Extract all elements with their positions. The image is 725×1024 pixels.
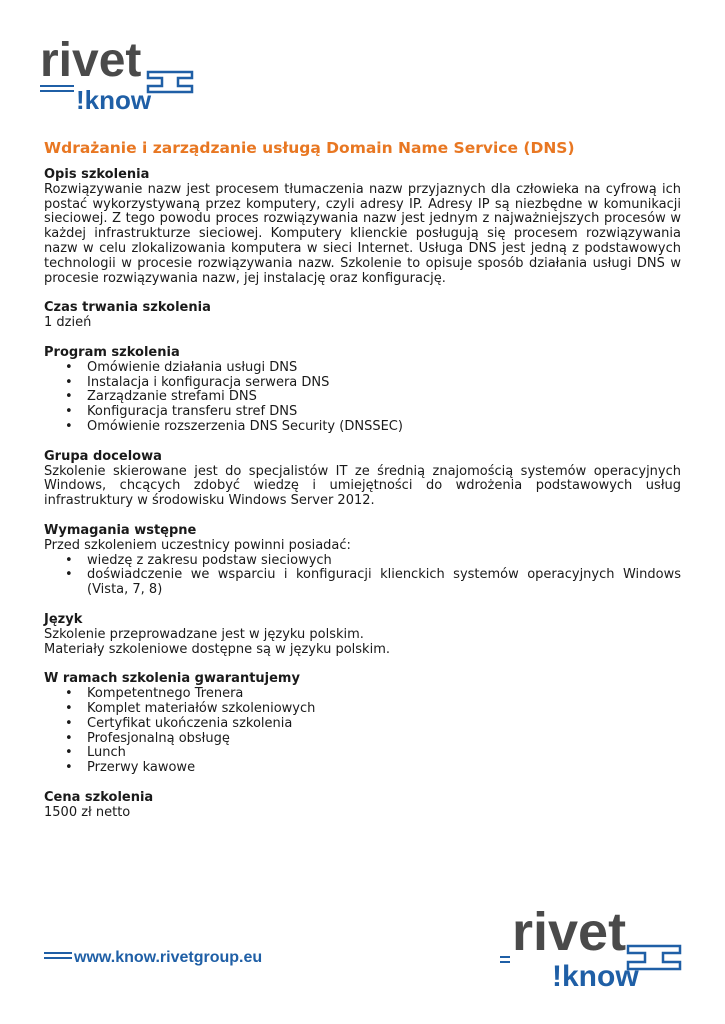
rivet-know-logo xyxy=(40,38,195,116)
section-jezyk xyxy=(44,613,681,657)
list-item: • Instalacja i konfiguracja serwera DNS xyxy=(87,376,681,391)
logo-word-rivet: rivet xyxy=(512,906,627,962)
section-text: Szkolenie skierowane jest do specjalistów IT ze średnią znajomością systemów operacyjnych Windows, chcących zdobyć wiedzę i umiejętności do wdrożenia podstawowych usług infrastruktury w środowisku Windows Server 2012. xyxy=(44,463,681,509)
list-item: • Komplet materiałów szkoleniowych xyxy=(87,702,681,717)
section-czas xyxy=(44,301,681,331)
document-body xyxy=(44,168,681,835)
section-gwarancje xyxy=(44,672,681,776)
list-item: • Lunch xyxy=(87,746,681,761)
program-list xyxy=(44,361,681,435)
section-text: Rozwiązywanie nazw jest procesem tłumaczenia nazw przyjaznych dla człowieka na cyfrową ich postać wykorzystywaną przez komputery, czyli adresy IP. Adresy IP są niezbędne w komunikacji sieciowej. Z tego powodu proces rozwiązywania nazw jest jednym z najważniejszych procesów w każdej infrastrukturze sieciowej. Komputery klienckie posługują się procesem rozwiązywania nazw w celu zlokalizowania komputera w sieci Internet. Usługa DNS jest jedną z podstawowych technologii w procesie rozwiązywania nazw. Szkolenie to opisuje sposób działania usługi DNS w procesie rozwiązywania nazw, jej instalację oraz konfigurację. xyxy=(44,181,681,286)
list-item: • Zarządzanie strefami DNS xyxy=(87,390,681,405)
section-grupa xyxy=(44,450,681,509)
section-heading: Grupa docelowa xyxy=(44,448,162,464)
section-text: Szkolenie przeprowadzane jest w języku polskim. xyxy=(44,626,364,642)
section-wymagania xyxy=(44,524,681,598)
guarantees-list xyxy=(44,687,681,776)
list-item: • Kompetentnego Trenera xyxy=(87,687,681,702)
page-title: Wdrażanie i zarządzanie usługą Domain Name Service (DNS) xyxy=(44,139,575,157)
list-item: • Omówienie rozszerzenia DNS Security (DNSSEC) xyxy=(87,420,681,435)
requirements-list xyxy=(44,554,681,598)
footer-url-text: www.know.rivetgroup.eu xyxy=(74,949,263,966)
section-heading: W ramach szkolenia gwarantujemy xyxy=(44,671,300,687)
section-heading: Język xyxy=(44,611,83,627)
list-item: • Certyfikat ukończenia szkolenia xyxy=(87,717,681,732)
section-program xyxy=(44,346,681,435)
footer-website-link[interactable] xyxy=(44,943,284,969)
section-heading: Opis szkolenia xyxy=(44,167,150,182)
section-cena xyxy=(44,791,681,821)
section-heading: Cena szkolenia xyxy=(44,789,154,805)
list-item: • Profesjonalną obsługę xyxy=(87,732,681,747)
section-opis xyxy=(44,168,681,286)
list-item: • Przerwy kawowe xyxy=(87,761,681,776)
logo-word-know: !know xyxy=(552,960,639,993)
list-item: • doświadczenie we wsparciu i konfiguracji klienckich systemów operacyjnych Windows (Vista, 7, 8) xyxy=(87,568,681,598)
section-heading: Program szkolenia xyxy=(44,344,180,360)
logo-word-rivet: rivet xyxy=(40,38,142,87)
section-text: Materiały szkoleniowe dostępne są w języku polskim. xyxy=(44,641,390,657)
list-item: • Omówienie działania usługi DNS xyxy=(87,361,681,376)
list-item: • Konfiguracja transferu stref DNS xyxy=(87,405,681,420)
section-heading: Czas trwania szkolenia xyxy=(44,300,211,316)
section-text: 1 dzień xyxy=(44,315,92,331)
section-heading: Wymagania wstępne xyxy=(44,522,197,538)
section-text: 1500 zł netto xyxy=(44,804,131,820)
list-item: • wiedzę z zakresu podstaw sieciowych xyxy=(87,554,681,569)
logo-word-know: !know xyxy=(76,85,152,115)
rivet-know-logo-footer xyxy=(500,906,690,996)
section-text: Przed szkoleniem uczestnicy powinni posiadać: xyxy=(44,537,351,553)
